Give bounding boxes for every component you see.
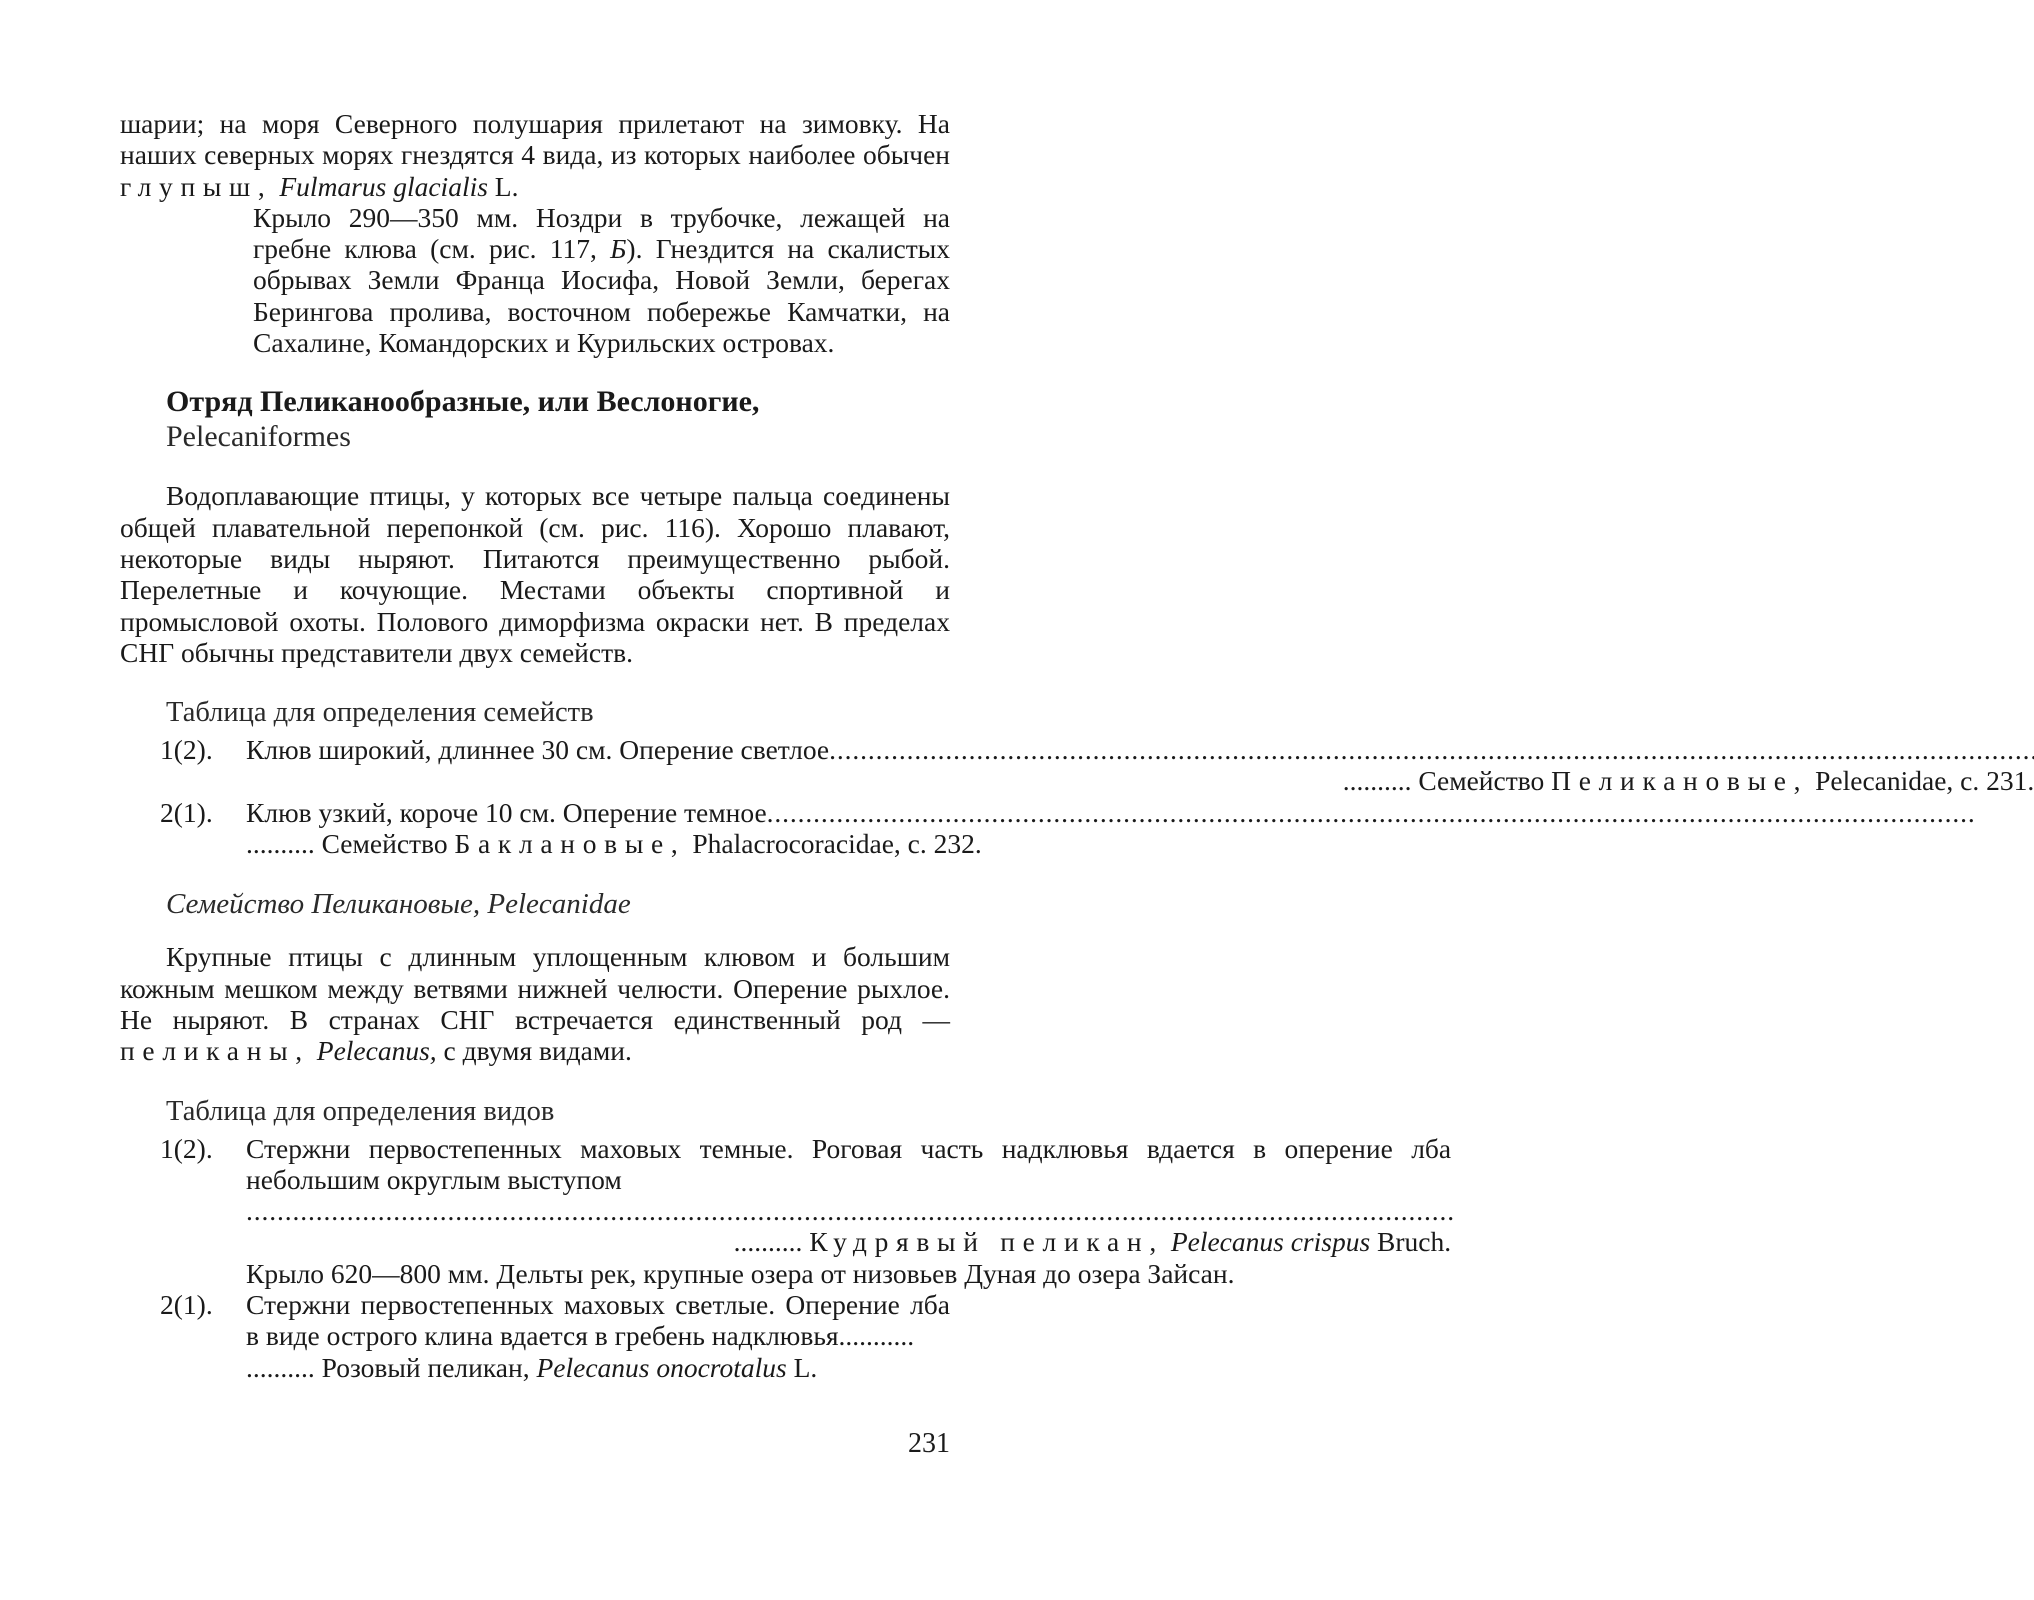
order-description: Водоплавающие птицы, у которых все четыре пальца соединены общей плавательной перепонкой (см. рис. 116). Хорошо плавают, некоторые виды ныряют. Питаются преимущественно рыбой. Перелетные и кочующие. Местами объекты спортивной и промысловой охоты. Полового диморфизма окраски нет. В пределах СНГ обычны представители двух семейств.: [120, 480, 950, 668]
result-author: Bruch.: [1370, 1226, 1452, 1258]
key-item: [120, 1289, 950, 1383]
desc-part-b: ). Гнездится на скалистых обрывах Земли Франца Иосифа, Новой Земли, берегах Берингова пролива, восточном побережье Камчатки, на Сахалине, Командорских и Курильских островах.: [253, 233, 950, 359]
order-latin: Pelecaniformes: [166, 420, 351, 454]
spaced-common-name: глупыш,: [120, 170, 273, 202]
species-key-title: Таблица для определения видов: [166, 1095, 555, 1127]
family-title: Семейство Пеликановые, Pelecanidae: [166, 888, 631, 921]
result-name: Кудрявый пеликан,: [809, 1226, 1164, 1258]
key-text: Стержни первостепенных маховых темные. Роговая часть надклювья вдается в оперение лба небольшим округлым выступом: [246, 1132, 1452, 1195]
key-text: Клюв узкий, короче 10 см. Оперение темное: [246, 796, 767, 828]
latin-name: Fulmarus glacialis: [279, 170, 488, 202]
intro-text: шарии; на моря Северного полушария прилетают на зимовку. На наших северных морях гнездятся 4 вида, из которых наиболее обычен: [120, 108, 950, 171]
key-item: [120, 796, 982, 860]
key-body: [246, 1289, 950, 1383]
key-result: [246, 1226, 1451, 1257]
result-prefix: ..........: [733, 1226, 810, 1258]
figure-ref: Б: [610, 233, 627, 265]
key-item: [120, 1132, 1452, 1289]
result-prefix: .......... Семейство: [246, 828, 455, 860]
desc-part-a: Крыло 290—350 мм. Ноздри в трубочке, лежащей на гребне клюва (см. рис. 117,: [253, 201, 950, 265]
family-text: Крупные птицы с длинным уплощенным клювом и большим кожным мешком между ветвями нижней челюсти. Оперение рыхлое. Не ныряют. В странах СНГ встречается единственный род —: [120, 941, 950, 1035]
key-line: [246, 797, 1972, 828]
key-number: 2(1).: [160, 796, 213, 828]
key-line: [246, 1289, 950, 1352]
genus-common: пеликаны,: [120, 1035, 310, 1067]
key-body: [246, 797, 1972, 860]
leader-line: [246, 1195, 1451, 1226]
key-result: [246, 765, 2034, 796]
result-name: Баклановые,: [454, 828, 686, 860]
family-description: [120, 941, 950, 1066]
result-latin: Pelecanus onocrotalus: [536, 1351, 787, 1383]
key-result: [246, 828, 1972, 859]
result-prefix: .......... Розовый пеликан,: [246, 1351, 537, 1383]
page-number: 231: [908, 1428, 950, 1459]
result-latin: Pelecanus crispus: [1170, 1226, 1371, 1258]
key-body: [246, 1133, 1451, 1289]
leader-dots: ...........: [838, 1320, 915, 1352]
result-rest: Pelecanidae, с. 231.: [1808, 765, 2034, 797]
key-text: Стержни первостепенных маховых светлые. Оперение лба в виде острого клина вдается в гребень надклювья: [246, 1289, 950, 1352]
key-number: 2(1).: [160, 1289, 213, 1321]
page-content: [120, 108, 2034, 1383]
result-name: Пеликановые,: [1551, 765, 1809, 797]
leader-dots: [767, 797, 1972, 828]
key-body: [246, 734, 2034, 797]
author: L.: [487, 170, 519, 202]
order-title: Отряд Пеликанообразные, или Веслоногие,: [166, 385, 760, 419]
species-desc: Крыло 620—800 мм. Дельты рек, крупные озера от низовьев Дуная до озера Зайсан.: [246, 1257, 1235, 1289]
key-text: Клюв широкий, длиннее 30 см. Оперение светлое: [246, 734, 830, 766]
key-line: [246, 734, 2034, 765]
leader-dots: [829, 734, 2034, 765]
key-number: 1(2).: [160, 1132, 213, 1164]
result-prefix: .......... Семейство: [1342, 765, 1552, 797]
result-author: L.: [786, 1351, 818, 1383]
leader-dots: [246, 1195, 1451, 1226]
intro-paragraph: [120, 108, 950, 202]
key-number: 1(2).: [160, 734, 213, 766]
genus-latin: Pelecanus,: [316, 1035, 437, 1067]
result-rest: Phalacrocoracidae, с. 232.: [685, 828, 982, 860]
family-key-title: Таблица для определения семейств: [166, 697, 594, 729]
key-result: [246, 1352, 950, 1383]
key-item: [120, 734, 2034, 797]
family-text-end: с двумя видами.: [436, 1035, 632, 1067]
species-description: [253, 202, 950, 358]
